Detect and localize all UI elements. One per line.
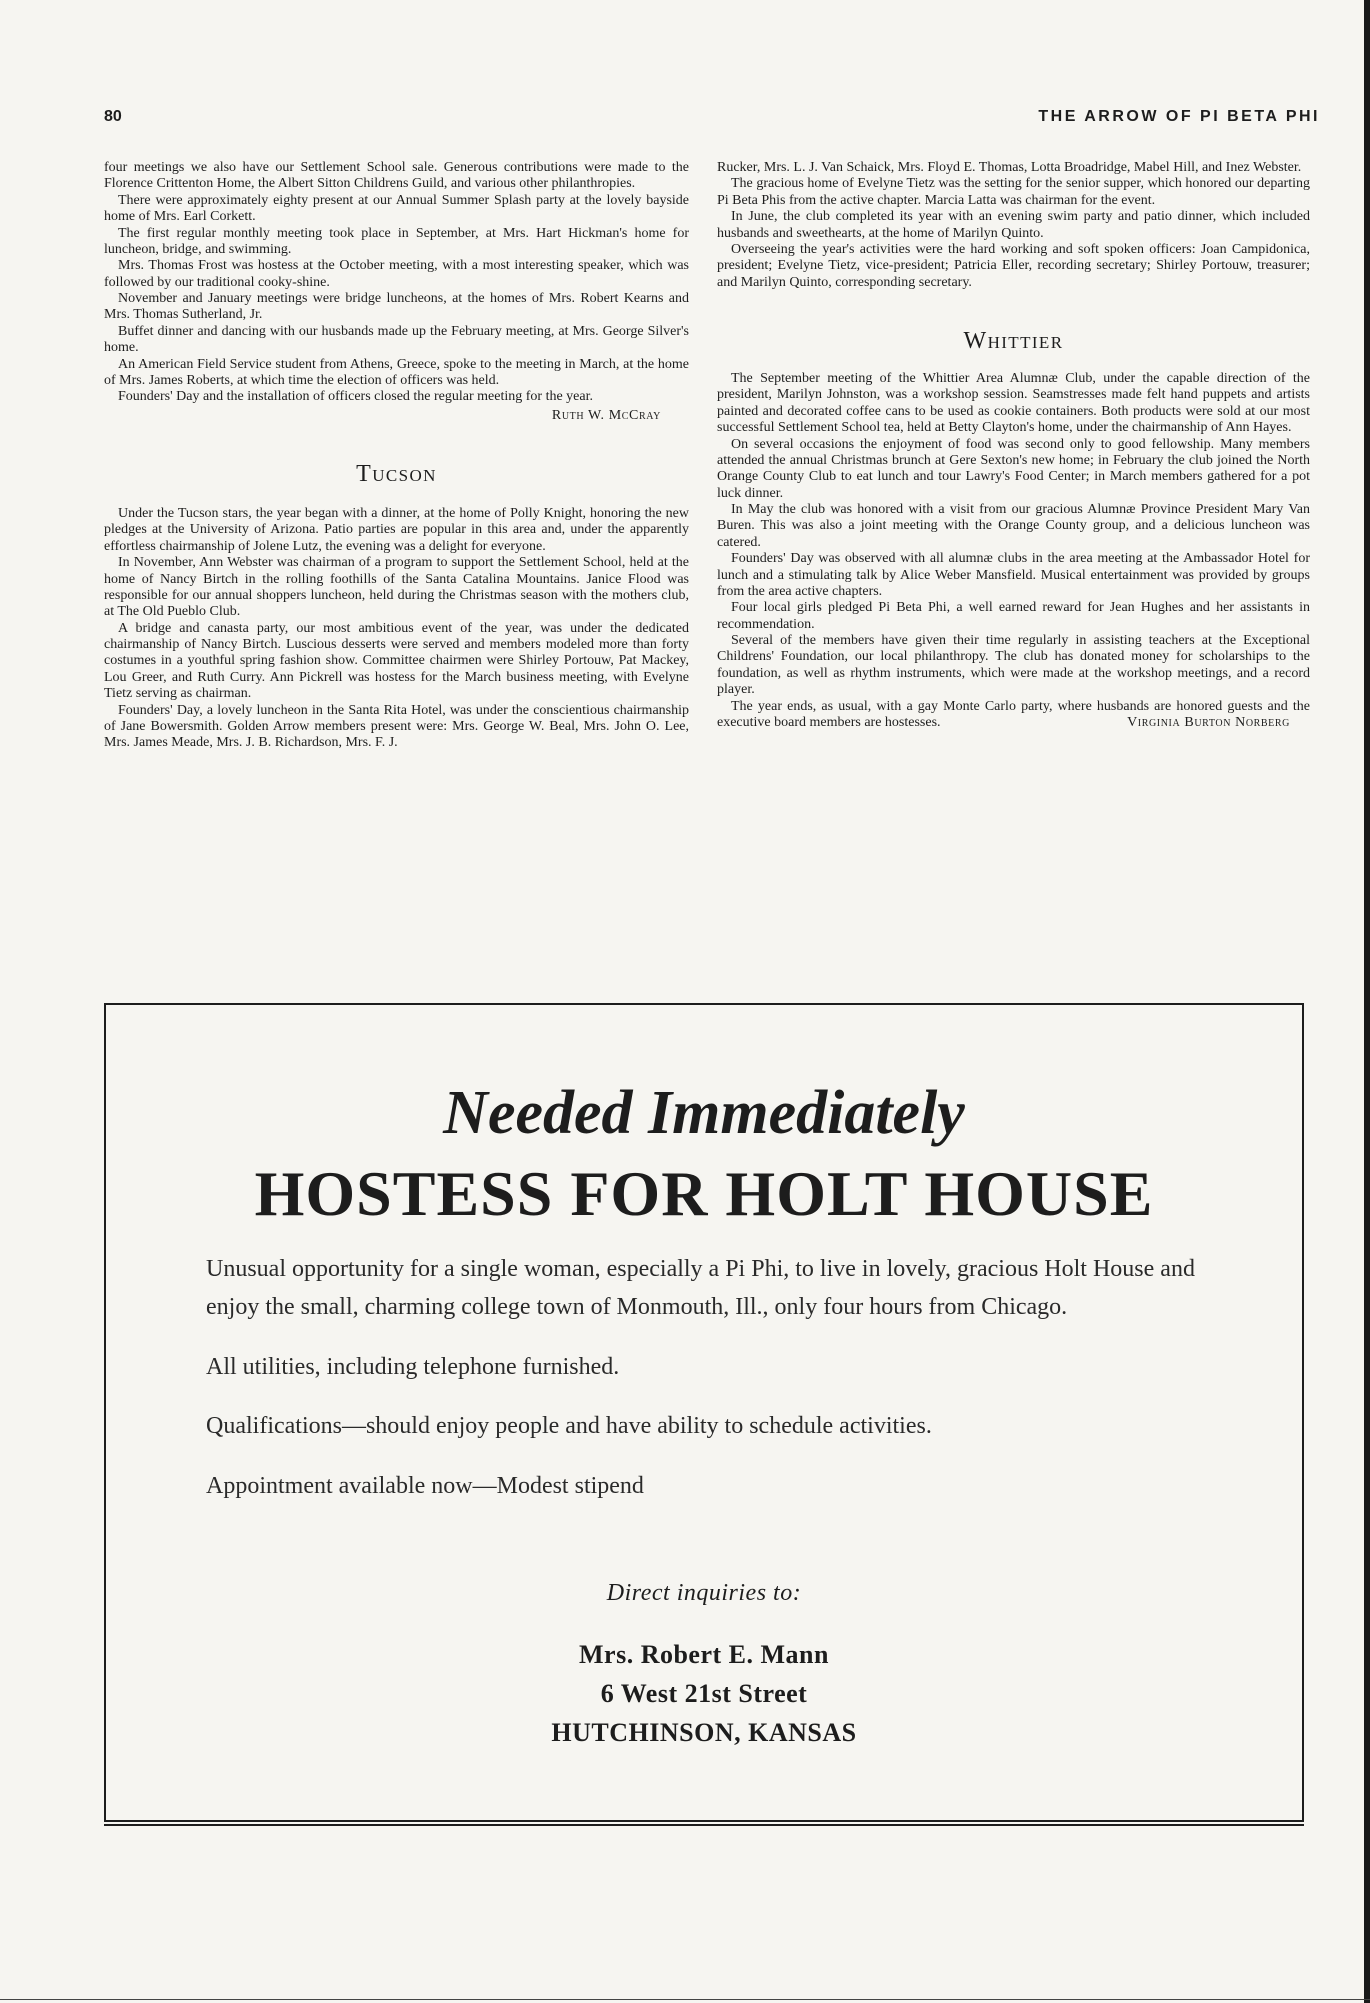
- paragraph: Founders' Day and the installation of officers closed the regular meeting for the year.: [118, 389, 594, 405]
- paragraph: Founders' Day, a lovely luncheon in the Santa Rita Hotel, was under the conscientious chairmanship of Jane Bowersmith. Golden Arrow members present were: Mrs. George W. Beal, Mrs. John O. Lee, Mrs. James Meade, Mrs. J. B. Richardson, Mrs. F. J.: [104, 702, 689, 751]
- ad-paragraph: All utilities, including telephone furnished.: [206, 1353, 620, 1380]
- paragraph: Under the Tucson stars, the year began with a dinner, at the home of Polly Knight, honoring the new pledges at the University of Arizona. Patio parties are popular in this area and, under the apparently effortless chairmanship of Jolene Lutz, the evening was a delight for everyone.: [104, 506, 689, 554]
- running-head: THE ARROW OF PI BETA PHI: [1038, 108, 1320, 125]
- section-heading-whittier: Whittier: [963, 328, 1064, 354]
- bottom-rule: [0, 1999, 1370, 2000]
- contact-city: HUTCHINSON, KANSAS: [551, 1718, 857, 1747]
- advertisement-box: [104, 1003, 1304, 1822]
- paragraph: November and January meetings were bridge luncheons, at the homes of Mrs. Robert Kearns and Mrs. Thomas Sutherland, Jr.: [104, 291, 689, 323]
- ad-body: [206, 1250, 1216, 1526]
- ad-title: HOSTESS FOR HOLT HOUSE: [254, 1158, 1154, 1229]
- ad-contact: [106, 1635, 1302, 1752]
- ad-direct-inquiries: Direct inquiries to:: [606, 1580, 802, 1606]
- paragraph: A bridge and canasta party, our most ambitious event of the year, was under the dedicated chairmanship of Nancy Birtch. Luscious desserts were served and members modeled more than forty costumes in a youthful spring fashion show. Committee chairmen were Shirley Portouw, Pat Mackey, Lou Greer, and Ruth Curry. Ann Pickrell was hostess for the March business meeting, with Evelyne Tietz serving as chairman.: [104, 620, 689, 702]
- left-column: [104, 160, 689, 752]
- ad-headline: Needed Immediately: [443, 1079, 965, 1147]
- section-heading-tucson: Tucson: [356, 461, 437, 487]
- paragraph: On several occasions the enjoyment of food was second only to good fellowship. Many members attended the annual Christmas brunch at Gere Sexton's new home; in February the club joined the North Orange County Club to eat lunch and tour Lawry's Food Center; in March members gathered for a pot luck dinner.: [717, 436, 1310, 501]
- right-column: [717, 160, 1310, 731]
- paragraph: Founders' Day was observed with all alumnæ clubs in the area meeting at the Ambassador Hotel for lunch and a stimulating talk by Alice Weber Mansfield. Musical entertainment was provided by groups from the area active chapters.: [717, 551, 1310, 599]
- paragraph: Four local girls pledged Pi Beta Phi, a well earned reward for Jean Hughes and her assistants in recommendation.: [717, 600, 1310, 632]
- page-edge: [1364, 0, 1370, 2003]
- contact-name: Mrs. Robert E. Mann: [579, 1640, 829, 1669]
- paragraph: [717, 699, 1310, 732]
- paragraph: There were approximately eighty present at our Annual Summer Splash party at the lovely bayside home of Mrs. Earl Corkett.: [104, 192, 689, 225]
- paragraph: The gracious home of Evelyne Tietz was the setting for the senior supper, which honored our departing Pi Beta Phis from the active chapter. Marcia Latta was chairman for the event.: [717, 176, 1310, 208]
- paragraph: In November, Ann Webster was chairman of a program to support the Settlement School, held at the home of Nancy Birtch in the rolling foothills of the Santa Catalina Mountains. Janice Flood was responsible for our annual shoppers luncheon, held during the Christmas season with the mothers club, at The Old Pueblo Club.: [104, 555, 689, 620]
- paragraph: In June, the club completed its year with an evening swim party and patio dinner, which included husbands and sweethearts, at the home of Marilyn Quinto.: [717, 209, 1310, 241]
- paragraph: Overseeing the year's activities were the hard working and soft spoken officers: Joan Campidonica, president; Evelyne Tietz, vice-president; Patricia Eller, recording secretary; Shirley Portouw, treasurer; and Marilyn Quinto, corresponding secretary.: [717, 241, 1310, 290]
- ad-paragraph: Appointment available now—Modest stipend: [206, 1472, 644, 1499]
- paragraph: Rucker, Mrs. L. J. Van Schaick, Mrs. Floyd E. Thomas, Lotta Broadridge, Mabel Hill, and Inez Webster.: [717, 160, 1302, 175]
- page-number: 80: [104, 108, 122, 125]
- ad-paragraph: Unusual opportunity for a single woman, especially a Pi Phi, to live in lovely, gracious Holt House and enjoy the small, charming college town of Monmouth, Ill., only four hours from Chicago.: [206, 1256, 1195, 1321]
- paragraph-text: The year ends, as usual, with a gay Monte Carlo party, where husbands are honored guests and the executive board members are hostesses.: [717, 698, 1310, 730]
- paragraph: In May the club was honored with a visit from our gracious Alumnæ Province President Mary Van Buren. This was also a joint meeting with the Orange County group, and a delicious luncheon was catered.: [717, 502, 1310, 550]
- paragraph: four meetings we also have our Settlement School sale. Generous contributions were made to the Florence Crittenton Home, the Albert Sitton Childrens Guild, and various other philanthropies.: [104, 160, 689, 192]
- ad-bottom-rule: [104, 1824, 1304, 1826]
- signature: Ruth W. McCray: [551, 407, 661, 423]
- paragraph: The first regular monthly meeting took place in September, at Mrs. Hart Hickman's home for luncheon, bridge, and swimming.: [104, 225, 689, 257]
- contact-street: 6 West 21st Street: [600, 1679, 808, 1708]
- signature: Virginia Burton Norberg: [1127, 714, 1290, 730]
- paragraph: An American Field Service student from Athens, Greece, spoke to the meeting in March, at the home of Mrs. James Roberts, at which time the election of officers was held.: [104, 356, 689, 388]
- paragraph: Mrs. Thomas Frost was hostess at the October meeting, with a most interesting speaker, which was followed by our traditional cooky-shine.: [104, 258, 689, 290]
- ad-paragraph: Qualifications—should enjoy people and have ability to schedule activities.: [206, 1413, 932, 1440]
- paragraph: Several of the members have given their time regularly in assisting teachers at the Exceptional Childrens' Foundation, our local philanthropy. The club has donated money for scholarships to the foundation, as well as rhythm instruments, which were made at the workshop meetings, and a record player.: [717, 633, 1310, 698]
- paragraph: The September meeting of the Whittier Area Alumnæ Club, under the capable direction of the president, Marilyn Johnston, was a workshop session. Seamstresses made felt hand puppets and artists painted and decorated coffee cans to be used as cookie containers. Both products were sold at our most successful Settlement School tea, held at Betty Clayton's home, under the chairmanship of Ann Hayes.: [717, 371, 1310, 436]
- paragraph: Buffet dinner and dancing with our husbands made up the February meeting, at Mrs. George Silver's home.: [104, 323, 689, 356]
